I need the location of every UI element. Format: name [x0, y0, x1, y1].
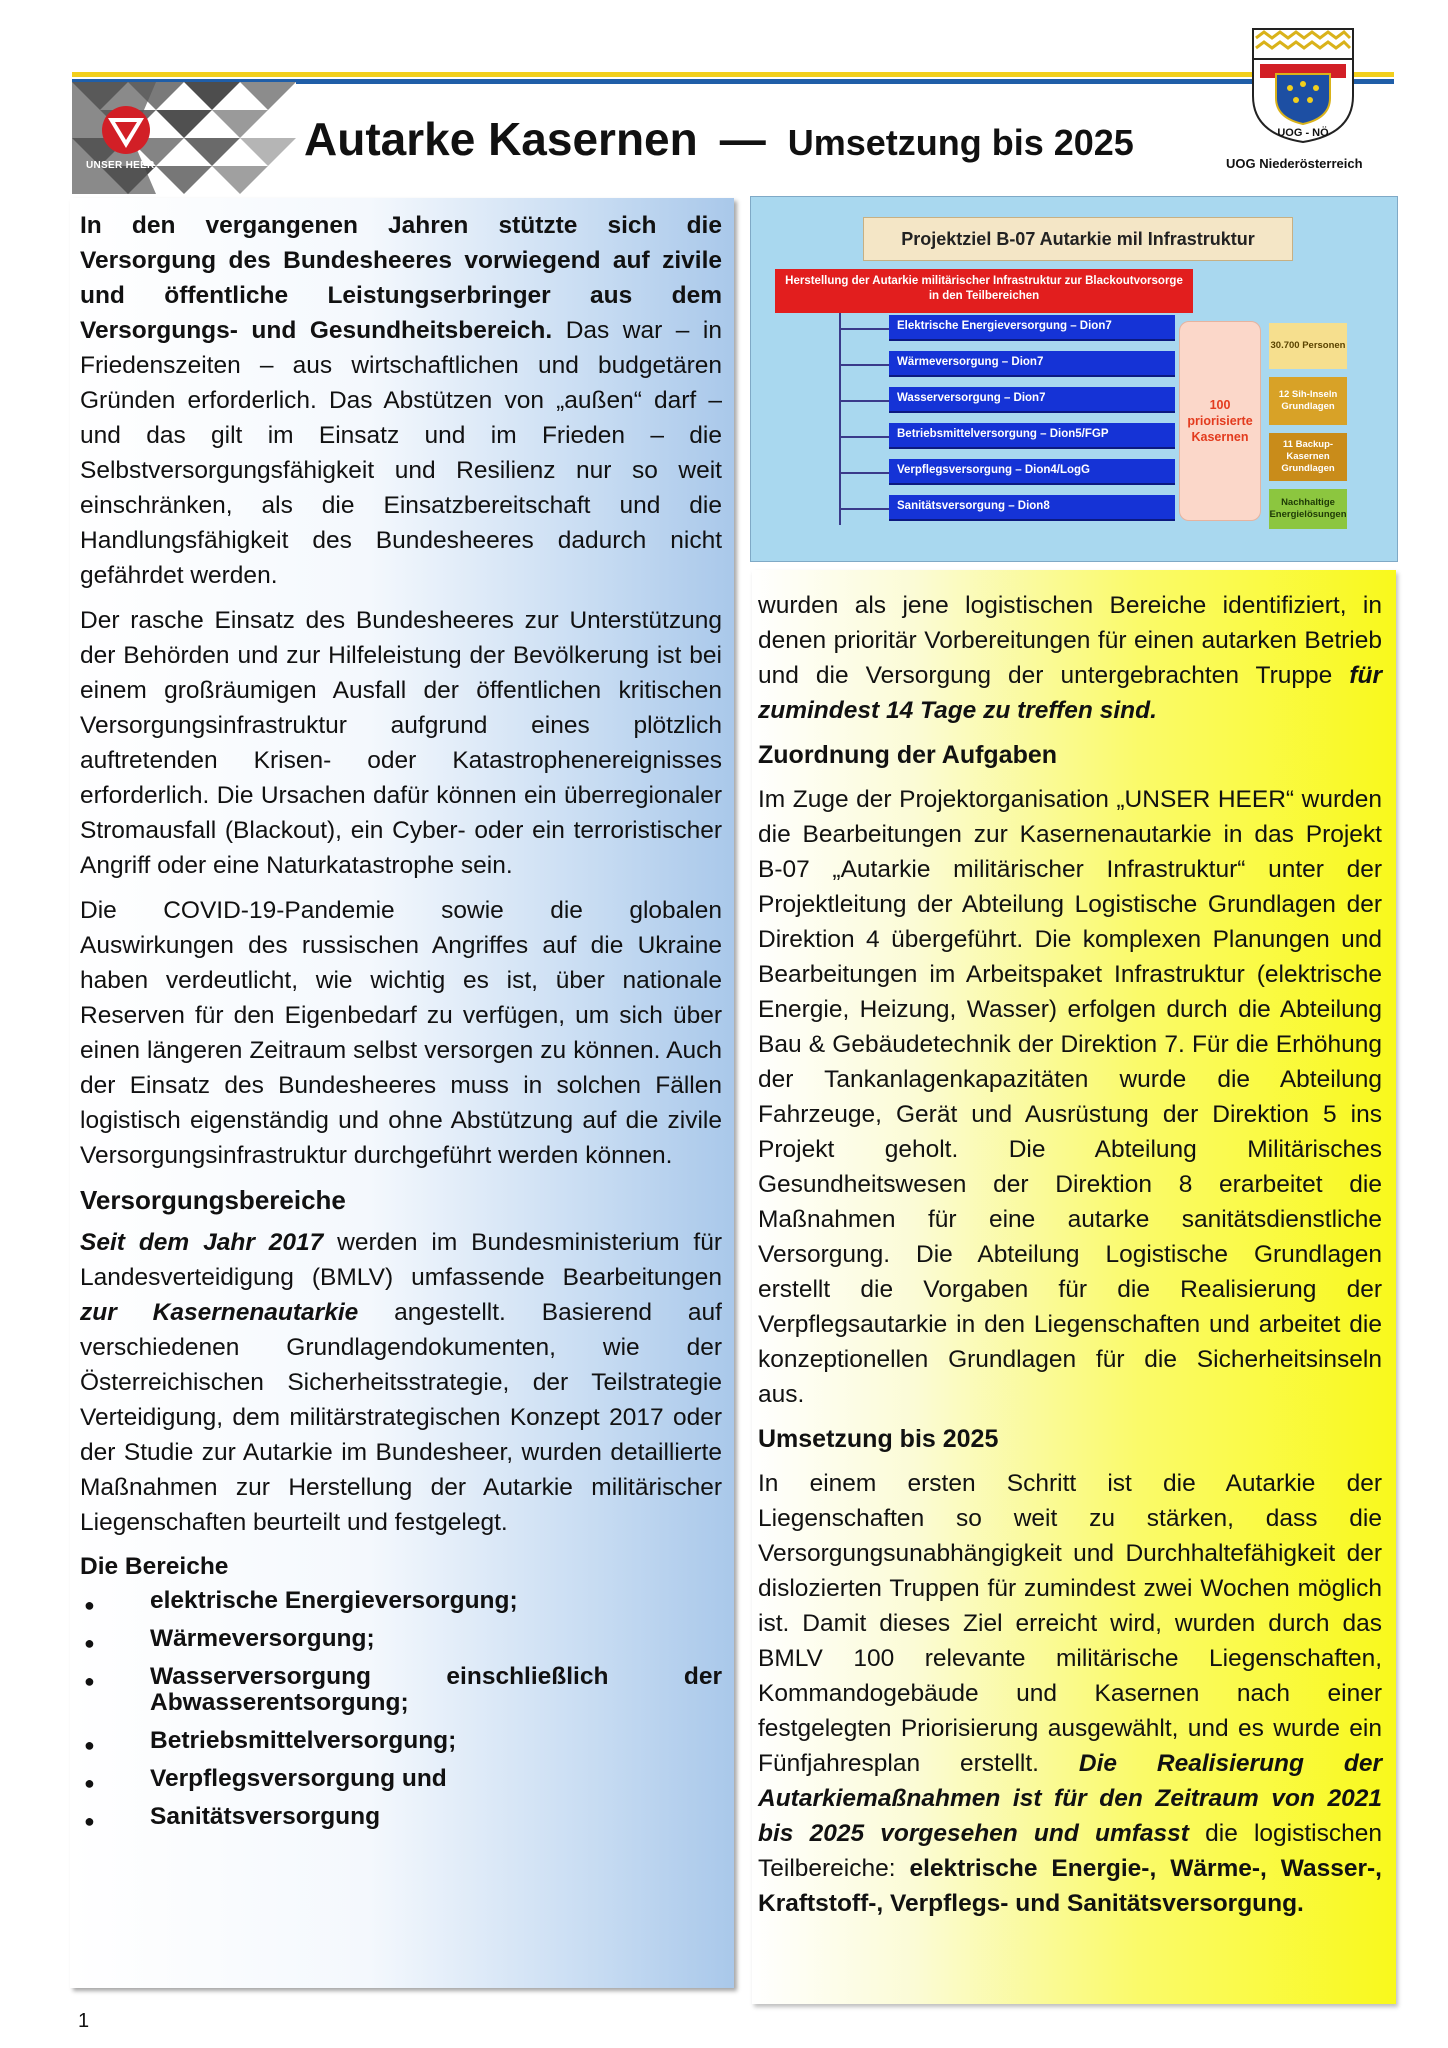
uog-crest-icon: [1250, 26, 1356, 144]
paragraph-covid: Die COVID-19-Pandemie sowie die globalen Auswirkungen des russischen Angriffes auf die Ukraine haben verdeutlicht, wie wichtig es ist, über nationale Reserven für den Eigenbedarf zu verfügen, um sich über einen längeren Zeitraum selbst versorgen zu können. Auch der Einsatz des Bundesheeres muss in solchen Fällen logistisch eigenständig und ohne Abstützung auf die zivile Versorgungsinfrastruktur durchgeführt werden können.: [80, 897, 722, 1169]
triangle-emblem-icon: [96, 104, 156, 160]
diagram-goal-box: Herstellung der Autarkie militärischer Infrastruktur zur Blackoutvorsorge in den Teilbereichen: [775, 269, 1193, 313]
diagram-center-box: 100 priorisierte Kasernen: [1179, 321, 1261, 521]
diagram-item: Betriebsmittelversorgung – Dion5/FGP: [889, 423, 1175, 449]
page-number: 1: [78, 2010, 90, 2032]
bullet-icon: ●: [84, 1671, 95, 1691]
emphasis-kasernenautarkie: zur Kasernenautarkie: [80, 1299, 359, 1326]
title-dash: —: [719, 113, 766, 165]
heading-versorgungsbereiche: Versorgungsbereiche: [80, 1185, 346, 1215]
diagram-item: Sanitätsversorgung – Dion8: [889, 495, 1175, 521]
intro-bold: In den vergangenen Jahren stützte sich die Versorgung des Bundesheeres vorwiegend auf zivile und öffentliche Leistungserbringer aus dem Versorgungs- und Gesundheitsbereich.: [80, 212, 722, 344]
paragraph-seit-2017: Seit dem Jahr 2017 werden im Bundesministerium für Landesverteidigung (BMLV) umfassende Bearbeitungen zur Kasernenautarkie angestellt. Basierend auf verschiedenen Grundlagendokumenten, wie der Österreichischen Sicherheitsstrategie, der Teilstrategie Verteidigung, dem militärstrategischen Konzept 2017 oder der Studie zur Autarkie im Bundesheer, wurden detaillierte Maßnahmen zur Herstellung der Autarkie militärischer Liegenschaften beurteilt und festgelegt.: [80, 1229, 722, 1536]
list-item: ● Sanitätsversorgung: [80, 1804, 722, 1830]
bullet-icon: ●: [84, 1595, 95, 1615]
logo-text: UNSER HEER: [86, 160, 155, 171]
heading-die-bereiche: Die Bereiche: [80, 1553, 229, 1580]
diagram-connector: [839, 472, 889, 474]
diagram-item: Wärmeversorgung – Dion7: [889, 351, 1175, 377]
heading-zuordnung: Zuordnung der Aufgaben: [758, 741, 1058, 769]
title-main: Autarke Kasernen: [304, 113, 698, 165]
diagram-connector: [839, 400, 889, 402]
paragraph-einsatz: Der rasche Einsatz des Bundesheeres zur Unterstützung der Behörden und zur Hilfeleistung der Bevölkerung ist bei einem großräumigen Ausfall der öffentlichen kritischen Versorgungsinfrastruktur aufgrund eines plötzlich auftretenden Krisen- oder Katastrophenereignisses erforderlich. Die Ursachen dafür können ein überregionaler Stromausfall (Blackout), ein Cyber- oder ein terroristischer Angriff oder eine Naturkatastrophe sein.: [80, 607, 722, 879]
diagram-item: Wasserversorgung – Dion7: [889, 387, 1175, 413]
right-column: [752, 570, 1396, 2004]
left-column: [70, 198, 734, 1988]
page-title: [304, 112, 1134, 166]
bullet-icon: ●: [84, 1633, 95, 1653]
list-item: ● Verpflegsversorgung und: [80, 1766, 722, 1792]
diagram-connector: [839, 436, 889, 438]
diagram-connector: [839, 328, 889, 330]
diagram-side-box: 11 Backup-Kasernen Grundlagen: [1269, 433, 1347, 481]
emphasis-realisierung: Die Realisierung der Autarkiemaßnahmen ist für den Zeitraum von 2021 bis 2025 vorgesehen und umfasst: [758, 1750, 1382, 1847]
diagram-connector: [839, 364, 889, 366]
diagram-connector: [839, 508, 889, 510]
paragraph-zuordnung: Im Zuge der Projektorganisation „UNSER HEER“ wurden die Bearbeitungen zur Kasernenautarkie in das Projekt B-07 „Autarkie militärischer Infrastruktur“ unter der Projektleitung der Abteilung Logistische Grundlagen der Direktion 4 übergeführt. Die komplexen Planungen und Bearbeitungen im Arbeitspaket Infrastruktur (elektrische Energie, Heizung, Wasser) erfolgen durch die Abteilung Bau & Gebäudetechnik der Direktion 7. Für die Erhöhung der Tankanlagenkapazitäten wurde die Abteilung Fahrzeuge, Gerät und Ausrüstung der Direktion 5 ins Projekt geholt. Die Abteilung Militärisches Gesundheitswesen der Direktion 8 erarbeitet die Maßnahmen für eine autarke sanitätsdienstliche Versorgung. Die Abteilung Logistische Grundlagen erstellt die Vorgaben für die Realisierung der Verpflegsautarkie in den Liegenschaften und arbeitet die konzeptionellen Grundlagen für die Sicherheitsinseln aus.: [758, 786, 1382, 1408]
bereiche-list: [80, 1588, 722, 1830]
diagram-title: Projektziel B-07 Autarkie mil Infrastruktur: [863, 217, 1293, 261]
diagram-side-box: 30.700 Personen: [1269, 323, 1347, 369]
bullet-icon: ●: [84, 1735, 95, 1755]
diagram-connector: [839, 313, 841, 525]
diagram-item: Elektrische Energieversorgung – Dion7: [889, 315, 1175, 341]
emphasis-teilbereiche: elektrische Energie-, Wärme-, Wasser-, Kraftstoff-, Verpflegs- und Sanitätsversorgung.: [758, 1855, 1382, 1917]
emphasis-seit-2017: Seit dem Jahr 2017: [80, 1229, 324, 1256]
list-item: ● Wasserversorgung einschließlich der Abwasserentsorgung;: [84, 1663, 722, 1716]
emphasis-14-tage: für zumindest 14 Tage zu treffen sind.: [758, 662, 1382, 724]
heading-umsetzung: Umsetzung bis 2025: [758, 1425, 999, 1453]
org-label: UOG Niederösterreich: [1226, 156, 1363, 171]
bullet-icon: ●: [84, 1773, 95, 1793]
crest-text: UOG - NÖ: [1277, 127, 1329, 139]
intro-rest: Das war – in Friedenszeiten – aus wirtschaftlichen und budgetären Gründen erforderlich. Das Abstützen von „außen“ darf – und das gilt im Einsatz und im Frieden – die Selbstversorgungsfähigkeit und Resilienz nur so weit einschränken, als die Einsatzbereitschaft und die Handlungsfähigkeit des Bundesheeres dadurch nicht gefährdet werden.: [80, 317, 723, 589]
paragraph-continued: wurden als jene logistischen Bereiche identifiziert, in denen prioritär Vorbereitungen für einen autarken Betrieb und die Versorgung der untergebrachten Truppe für zumindest 14 Tage zu treffen sind.: [758, 592, 1382, 724]
header-rule-yellow: [72, 72, 1394, 77]
diagram-side-box: Nachhaltige Energielösungen: [1269, 489, 1347, 529]
list-item: ● Betriebsmittelversorgung;: [80, 1728, 722, 1754]
paragraph-umsetzung: In einem ersten Schritt ist die Autarkie der Liegenschaften so weit zu stärken, dass die Versorgungsunabhängigkeit und Durchhaltefähigkeit der dislozierten Truppen für zumindest zwei Wochen möglich ist. Damit dieses Ziel erreicht wird, wurden durch das BMLV 100 relevante militärische Liegenschaften, Kommandogebäude und Kasernen nach einer festgelegten Priorisierung ausgewählt, und es wurde ein Fünfjahresplan erstellt. Die Realisierung der Autarkiemaßnahmen ist für den Zeitraum von 2021 bis 2025 vorgesehen und umfasst die logistischen Teilbereiche: elektrische Energie-, Wärme-, Wasser-, Kraftstoff-, Verpflegs- und Sanitätsversorgung.: [758, 1470, 1383, 1917]
bullet-icon: ●: [84, 1811, 95, 1831]
list-item: ● elektrische Energieversorgung;: [80, 1588, 722, 1614]
project-diagram: [750, 196, 1398, 562]
diagram-item: Verpflegsversorgung – Dion4/LogG: [889, 459, 1175, 485]
diagram-side-box: 12 Sih-Inseln Grundlagen: [1269, 377, 1347, 425]
list-item: ● Wärmeversorgung;: [80, 1626, 722, 1652]
title-sub: Umsetzung bis 2025: [787, 122, 1134, 163]
intro-paragraph: [80, 208, 722, 593]
